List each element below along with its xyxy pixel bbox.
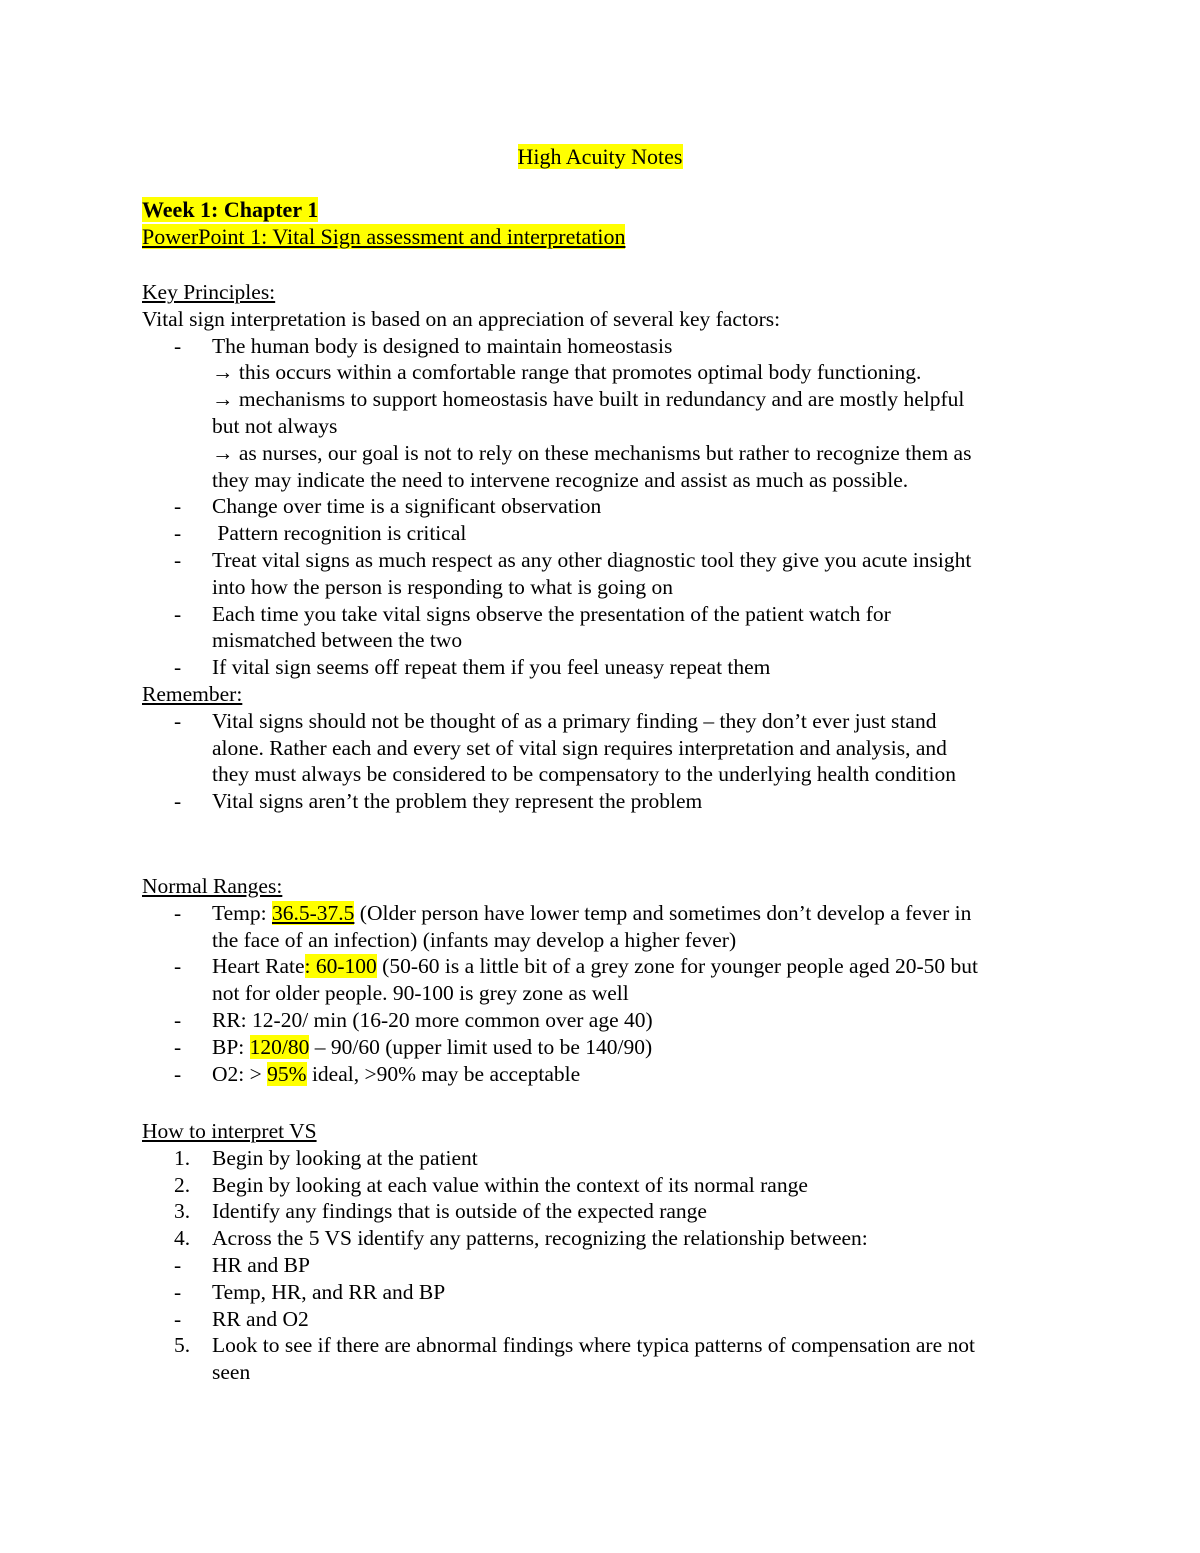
bp-note: – 90/60 (upper limit used to be 140/90) [309,1034,653,1059]
list-item-continuation: alone. Rather each and every set of vital sign requires interpretation and analysis, and [212,735,947,760]
dash-marker: - [174,333,182,358]
list-item-continuation: they must always be considered to be compensatory to the underlying health condition [212,762,956,787]
list-item [142,1279,1057,1306]
key-principles-heading: Key Principles: [142,280,276,304]
list-item-text: HR and BP [212,1252,310,1277]
list-item [142,654,1057,681]
dash-marker: - [174,954,182,979]
numbered-item-text: Begin by looking at the patient [212,1145,478,1170]
arrow-item [142,386,1057,413]
list-item [142,547,1057,574]
dash-marker: - [174,1061,182,1086]
list-item-text: Vital signs aren’t the problem they represent the problem [212,789,703,814]
arrow-item-text: as nurses, our goal is not to rely on these mechanisms but rather to recognize them as [238,440,972,465]
dash-marker: - [174,900,182,925]
numbered-item [142,1172,1057,1199]
list-item [142,333,1057,360]
list-item [142,601,1057,628]
heart-rate-value: : 60-100 [304,954,377,979]
numbered-item-text: Across the 5 VS identify any patterns, recognizing the relationship between: [212,1226,868,1251]
list-item-text: Temp, HR, and RR and BP [212,1279,446,1304]
list-item-text: Each time you take vital signs observe the presentation of the patient watch for [212,601,891,626]
list-item [142,788,1057,815]
dash-marker: - [174,1007,182,1032]
arrow-icon: → [212,360,234,385]
numbered-item [142,1198,1057,1225]
heart-rate-note: (50-60 is a little bit of a grey zone for younger people aged 20-50 but [376,954,979,979]
numbered-item-text: Begin by looking at each value within the context of its normal range [212,1172,808,1197]
powerpoint-heading [142,223,625,251]
bp-label: BP: [212,1034,250,1059]
dash-marker: - [174,601,182,626]
arrow-item-continuation: but not always [212,413,338,438]
arrow-icon: → [212,387,234,412]
numbered-item [142,1332,1057,1359]
arrow-item [142,440,1057,467]
number-marker: 3. [174,1199,191,1224]
normal-ranges-section [142,873,1057,1087]
dash-marker: - [174,521,182,546]
o2-value: 95% [267,1061,307,1086]
dash-marker: - [174,655,182,680]
arrow-icon: → [212,440,234,465]
list-item-continuation: not for older people. 90-100 is grey zone as well [212,981,629,1006]
number-marker: 2. [174,1172,191,1197]
list-item-bp [142,1034,1057,1061]
powerpoint-text: PowerPoint 1: Vital Sign assessment and interpretation [142,224,626,249]
list-item-text: If vital sign seems off repeat them if you feel uneasy repeat them [212,655,771,680]
list-item-o2 [142,1061,1057,1088]
list-item-text: Treat vital signs as much respect as any other diagnostic tool they give you acute insight [212,547,972,572]
document-title [0,143,1200,171]
arrow-item-text: mechanisms to support homeostasis have built in redundancy and are mostly helpful [238,387,965,412]
number-marker: 4. [174,1226,191,1251]
arrow-item-text: this occurs within a comfortable range that promotes optimal body functioning. [238,360,922,385]
numbered-item-text: Identify any findings that is outside of the expected range [212,1199,707,1224]
temp-value: 36.5-37.5 [272,900,355,925]
dash-marker: - [174,789,182,814]
o2-note: ideal, >90% may be acceptable [306,1061,581,1086]
o2-label: O2: > [212,1061,268,1086]
normal-ranges-heading: Normal Ranges: [142,874,283,898]
rr-text: RR: 12-20/ min (16-20 more common over age 40) [212,1007,653,1032]
bp-value: 120/80 [249,1034,310,1059]
list-item [142,1306,1057,1333]
dash-marker: - [174,1252,182,1277]
list-item-temp [142,900,1057,927]
number-marker: 1. [174,1145,191,1170]
list-item-text: Change over time is a significant observation [212,494,602,519]
interpret-heading: How to interpret VS [142,1119,317,1143]
temp-note: (Older person have lower temp and sometimes don’t develop a fever in [354,900,972,925]
list-item-heart-rate [142,953,1057,980]
list-item-text: Pattern recognition is critical [212,521,467,546]
interpret-section [142,1118,1057,1386]
numbered-item [142,1145,1057,1172]
numbered-item-text: Look to see if there are abnormal findings where typica patterns of compensation are not [212,1333,975,1358]
list-item-text: The human body is designed to maintain homeostasis [212,333,673,358]
list-item [142,520,1057,547]
dash-marker: - [174,547,182,572]
key-principles-section [142,279,1057,815]
remember-heading: Remember: [142,681,243,706]
key-principles-intro: Vital sign interpretation is based on an appreciation of several key factors: [142,306,781,331]
week-text: Week 1: Chapter 1 [142,197,319,222]
list-item-text: Vital signs should not be thought of as a primary finding – they don’t ever just stand [212,708,937,733]
numbered-item-continuation: seen [212,1360,251,1385]
title-text: High Acuity Notes [517,144,683,169]
dash-marker: - [174,1279,182,1304]
arrow-item [142,359,1057,386]
list-item-text: RR and O2 [212,1306,309,1331]
list-item-rr [142,1007,1057,1034]
list-item [142,1252,1057,1279]
list-item [142,708,1057,735]
heart-rate-label: Heart Rate [212,954,305,979]
list-item-continuation: mismatched between the two [212,628,463,653]
list-item-continuation: the face of an infection) (infants may develop a higher fever) [212,927,737,952]
week-heading [142,196,318,224]
list-item [142,493,1057,520]
numbered-item [142,1225,1057,1252]
dash-marker: - [174,1306,182,1331]
list-item-continuation: into how the person is responding to what is going on [212,574,674,599]
temp-label: Temp: [212,900,272,925]
dash-marker: - [174,1034,182,1059]
dash-marker: - [174,708,182,733]
arrow-item-continuation: they may indicate the need to intervene recognize and assist as much as possible. [212,467,909,492]
number-marker: 5. [174,1333,191,1358]
dash-marker: - [174,494,182,519]
